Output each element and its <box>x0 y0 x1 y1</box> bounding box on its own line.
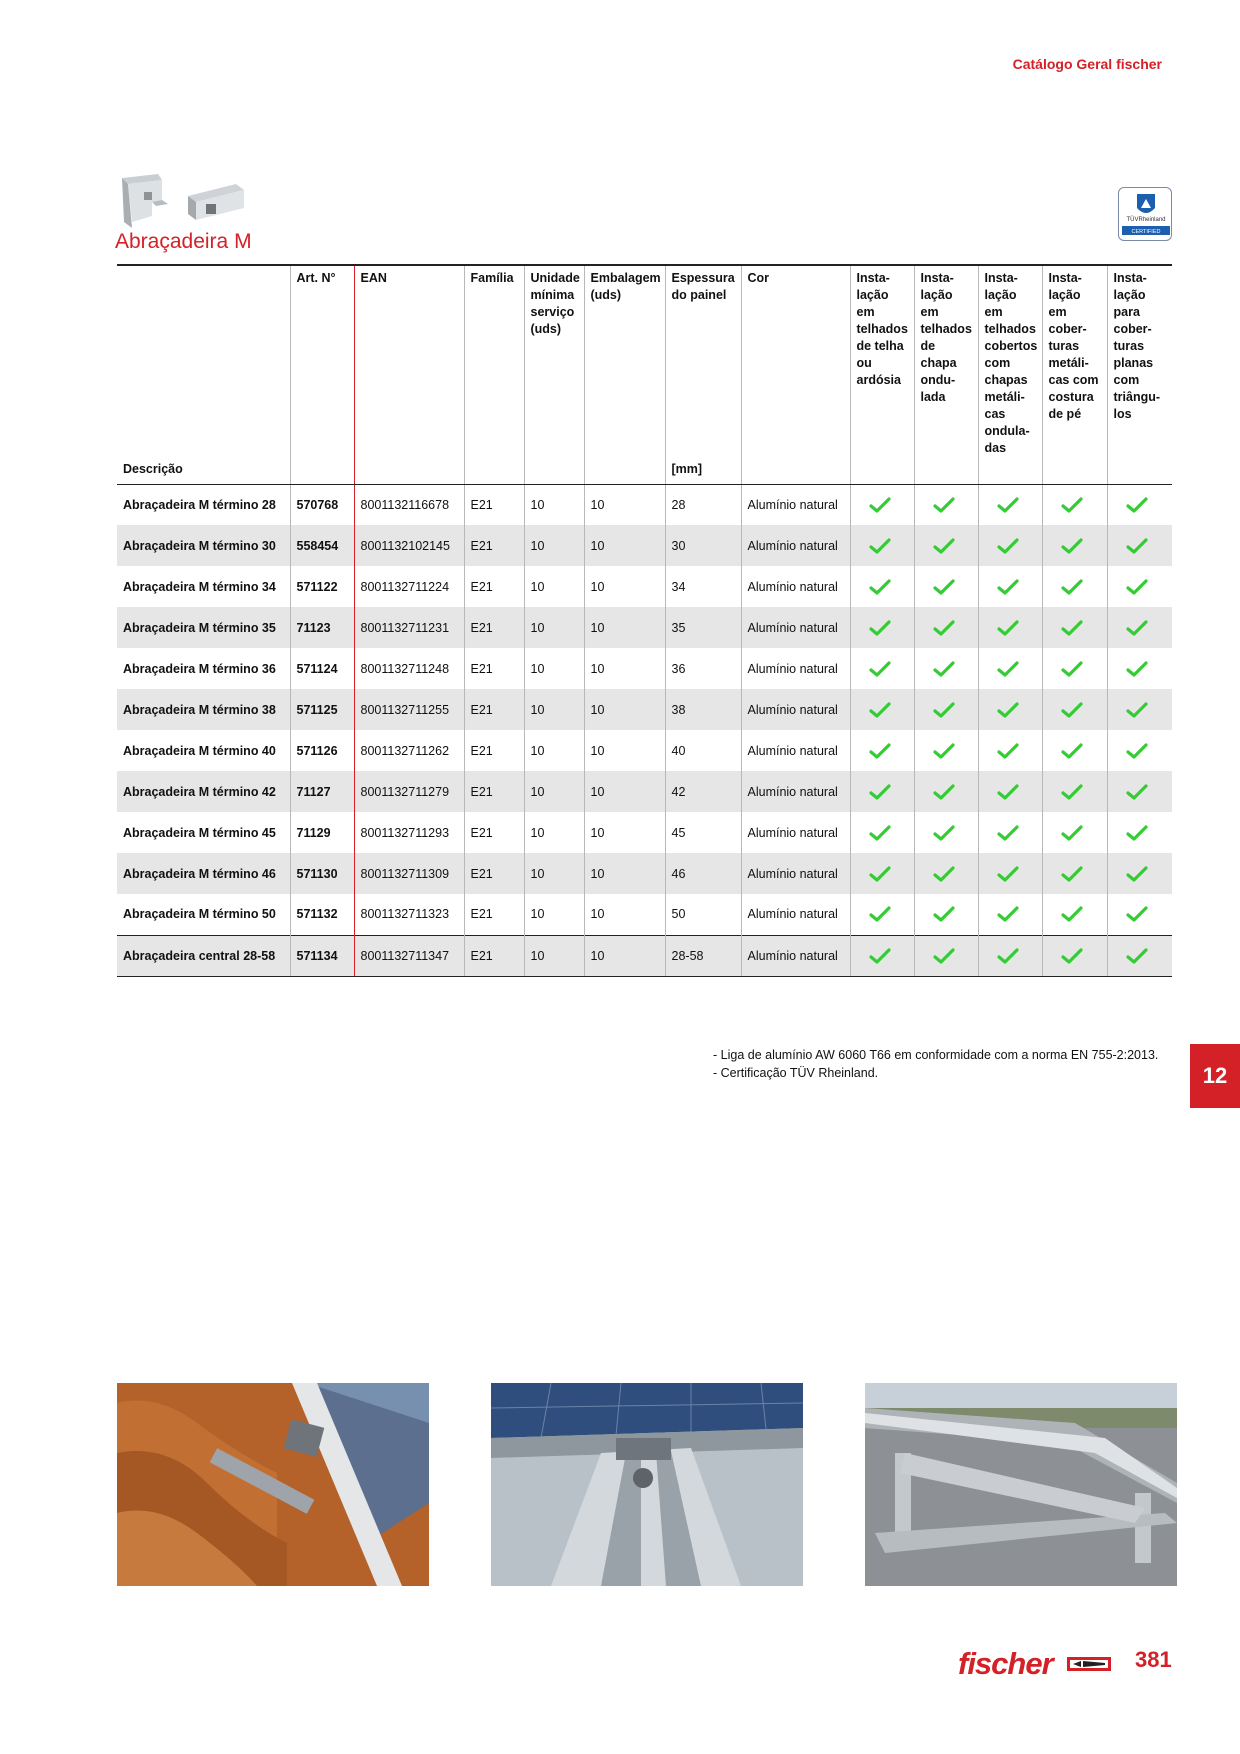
row-ean: 8001132711255 <box>354 689 464 730</box>
row-min-unit: 10 <box>524 730 584 771</box>
row-min-unit: 10 <box>524 607 584 648</box>
row-install-check <box>978 607 1042 648</box>
row-install-check <box>850 689 914 730</box>
check-icon <box>869 743 891 759</box>
row-install-check <box>1107 566 1172 607</box>
row-thickness: 34 <box>665 566 741 607</box>
row-description: Abraçadeira M término 50 <box>123 907 276 922</box>
row-art-no: 571124 <box>290 648 354 689</box>
note-alloy: - Liga de alumínio AW 6060 T66 em conformidade com a norma EN 755-2:2013. <box>713 1048 1159 1062</box>
check-icon <box>1126 538 1148 554</box>
check-icon <box>997 948 1019 964</box>
center-clamp-image <box>188 184 244 220</box>
row-description: Abraçadeira M término 34 <box>123 579 276 594</box>
row-install-check <box>978 566 1042 607</box>
row-install-check <box>1107 894 1172 935</box>
row-install-check <box>1107 689 1172 730</box>
row-art-no: 571134 <box>290 935 354 976</box>
row-art-no: 71129 <box>290 812 354 853</box>
row-color: Alumínio natural <box>741 853 850 894</box>
row-install-check <box>978 689 1042 730</box>
row-install-check <box>1107 771 1172 812</box>
row-install-check <box>850 648 914 689</box>
check-icon <box>997 579 1019 595</box>
row-install-check <box>978 812 1042 853</box>
header-thickness: Espessura do painel <box>665 265 741 457</box>
row-install-check <box>850 853 914 894</box>
check-icon <box>933 948 955 964</box>
row-install-check <box>1107 935 1172 976</box>
check-icon <box>869 784 891 800</box>
header-ean: EAN <box>354 265 464 457</box>
row-thickness: 38 <box>665 689 741 730</box>
table-row <box>117 689 1172 730</box>
row-color: Alumínio natural <box>741 566 850 607</box>
check-icon <box>997 825 1019 841</box>
row-thickness: 45 <box>665 812 741 853</box>
row-min-unit: 10 <box>524 648 584 689</box>
check-icon <box>1126 784 1148 800</box>
check-icon <box>1061 661 1083 677</box>
row-art-no: 558454 <box>290 525 354 566</box>
row-family: E21 <box>464 607 524 648</box>
row-install-check <box>1107 525 1172 566</box>
check-icon <box>1126 866 1148 882</box>
row-install-check <box>914 935 978 976</box>
row-ean: 8001132711279 <box>354 771 464 812</box>
row-install-check <box>1107 484 1172 525</box>
row-install-check <box>978 853 1042 894</box>
notes <box>713 1046 1158 1082</box>
row-install-check <box>914 689 978 730</box>
row-packaging: 10 <box>584 853 665 894</box>
tuv-certified-badge <box>1118 187 1172 241</box>
header-empty <box>117 265 290 457</box>
row-packaging: 10 <box>584 730 665 771</box>
row-install-check <box>978 648 1042 689</box>
row-description: Abraçadeira M término 38 <box>117 689 290 730</box>
check-icon <box>1126 579 1148 595</box>
table-row <box>117 730 1172 771</box>
row-description: Abraçadeira M término 30 <box>117 525 290 566</box>
row-description: Abraçadeira M término 28 <box>123 497 276 512</box>
check-icon <box>869 948 891 964</box>
row-ean: 8001132711323 <box>354 894 464 935</box>
row-install-check <box>1042 812 1107 853</box>
check-icon <box>933 743 955 759</box>
check-icon <box>1061 743 1083 759</box>
row-min-unit: 10 <box>524 812 584 853</box>
end-clamp-image <box>122 174 168 228</box>
row-min-unit: 10 <box>524 689 584 730</box>
catalog-title: Catálogo Geral fischer <box>1012 56 1162 72</box>
row-min-unit: 10 <box>524 484 584 525</box>
row-packaging: 10 <box>584 689 665 730</box>
row-install-check <box>1042 648 1107 689</box>
row-color: Alumínio natural <box>741 484 850 525</box>
row-install-check <box>914 771 978 812</box>
row-color: Alumínio natural <box>741 648 850 689</box>
row-family: E21 <box>464 771 524 812</box>
row-art-no: 71123 <box>290 607 354 648</box>
row-install-check <box>1107 812 1172 853</box>
row-art-no: 571125 <box>290 689 354 730</box>
row-description: Abraçadeira M término 42 <box>117 771 290 812</box>
row-family: E21 <box>464 730 524 771</box>
row-install-check <box>850 484 914 525</box>
table-row <box>117 607 1172 648</box>
row-art-no: 571132 <box>290 894 354 935</box>
row-install-check <box>1042 935 1107 976</box>
check-icon <box>1126 743 1148 759</box>
row-min-unit: 10 <box>524 771 584 812</box>
row-color: Alumínio natural <box>741 730 850 771</box>
header-description: Descrição <box>117 457 290 484</box>
product-table <box>117 264 1172 977</box>
row-color: Alumínio natural <box>741 894 850 935</box>
row-family: E21 <box>464 812 524 853</box>
check-icon <box>997 702 1019 718</box>
row-install-check <box>914 525 978 566</box>
row-color: Alumínio natural <box>741 689 850 730</box>
row-install-check <box>978 730 1042 771</box>
row-color: Alumínio natural <box>741 525 850 566</box>
row-ean: 8001132711262 <box>354 730 464 771</box>
check-icon <box>933 906 955 922</box>
check-icon <box>933 825 955 841</box>
note-certification: - Certificação TÜV Rheinland. <box>713 1066 879 1080</box>
table-row <box>117 894 1172 935</box>
check-icon <box>997 497 1019 513</box>
row-packaging: 10 <box>584 607 665 648</box>
header-install-flat-roof: Insta- lação para cober- turas planas com triângu- los <box>1107 265 1172 457</box>
check-icon <box>997 866 1019 882</box>
row-install-check <box>850 935 914 976</box>
check-icon <box>869 825 891 841</box>
header-min-unit: Unidade mínima serviço (uds) <box>524 265 584 457</box>
row-install-check <box>850 525 914 566</box>
check-icon <box>1061 866 1083 882</box>
row-description: Abraçadeira M término 46 <box>117 853 290 894</box>
row-art-no: 571126 <box>290 730 354 771</box>
check-icon <box>869 579 891 595</box>
row-packaging: 10 <box>584 812 665 853</box>
row-ean: 8001132711347 <box>354 935 464 976</box>
row-family: E21 <box>464 853 524 894</box>
row-install-check <box>914 853 978 894</box>
row-thickness: 36 <box>665 648 741 689</box>
check-icon <box>1061 906 1083 922</box>
row-install-check <box>914 812 978 853</box>
header-packaging: Embalagem (uds) <box>584 265 665 457</box>
row-install-check <box>978 484 1042 525</box>
check-icon <box>933 579 955 595</box>
row-install-check <box>1042 607 1107 648</box>
row-art-no: 570768 <box>290 484 354 525</box>
header-install-standing-seam: Insta- lação em cober- turas metáli- cas com costura de pé <box>1042 265 1107 457</box>
table-row <box>117 935 1172 976</box>
header-thickness-unit: [mm] <box>665 457 741 484</box>
row-install-check <box>914 484 978 525</box>
row-install-check <box>914 730 978 771</box>
row-description: Abraçadeira M término 45 <box>123 825 276 840</box>
row-install-check <box>850 566 914 607</box>
row-install-check <box>1042 689 1107 730</box>
row-ean: 8001132711293 <box>354 812 464 853</box>
header-art-no: Art. N° <box>290 265 354 457</box>
row-thickness: 40 <box>665 730 741 771</box>
row-packaging: 10 <box>584 935 665 976</box>
check-icon <box>933 620 955 636</box>
header-install-corrugated: Insta- lação em telhados de chapa ondu- lada <box>914 265 978 457</box>
row-min-unit: 10 <box>524 525 584 566</box>
row-thickness: 50 <box>665 894 741 935</box>
row-art-no: 571130 <box>290 853 354 894</box>
row-description: Abraçadeira central 28-58 <box>117 935 290 976</box>
row-install-check <box>1042 894 1107 935</box>
row-install-check <box>914 566 978 607</box>
check-icon <box>1126 497 1148 513</box>
row-install-check <box>1107 607 1172 648</box>
row-install-check <box>1107 730 1172 771</box>
header-family: Família <box>464 265 524 457</box>
table-row <box>117 648 1172 689</box>
row-install-check <box>978 894 1042 935</box>
check-icon <box>1061 579 1083 595</box>
row-family: E21 <box>464 525 524 566</box>
row-color: Alumínio natural <box>741 935 850 976</box>
badge-brand: TÜVRheinland <box>1126 217 1166 223</box>
photo-metal-roof <box>491 1383 803 1586</box>
row-install-check <box>1042 484 1107 525</box>
row-install-check <box>850 894 914 935</box>
row-min-unit: 10 <box>524 853 584 894</box>
row-install-check <box>850 607 914 648</box>
row-description: Abraçadeira M término 36 <box>123 661 276 676</box>
row-packaging: 10 <box>584 771 665 812</box>
row-packaging: 10 <box>584 648 665 689</box>
check-icon <box>997 743 1019 759</box>
check-icon <box>1061 948 1083 964</box>
section-title: Abraçadeira M <box>115 230 252 253</box>
row-install-check <box>978 935 1042 976</box>
check-icon <box>1061 620 1083 636</box>
row-packaging: 10 <box>584 525 665 566</box>
check-icon <box>1126 948 1148 964</box>
check-icon <box>869 906 891 922</box>
check-icon <box>933 538 955 554</box>
row-install-check <box>1042 853 1107 894</box>
fischer-logo: fischer <box>958 1646 1053 1681</box>
row-art-no: 571122 <box>290 566 354 607</box>
check-icon <box>1126 906 1148 922</box>
row-install-check <box>1107 853 1172 894</box>
row-install-check <box>914 607 978 648</box>
row-install-check <box>1042 566 1107 607</box>
check-icon <box>933 784 955 800</box>
row-min-unit: 10 <box>524 894 584 935</box>
check-icon <box>933 702 955 718</box>
chapter-tab[interactable]: 12 <box>1190 1044 1240 1108</box>
product-images <box>118 170 258 230</box>
row-packaging: 10 <box>584 484 665 525</box>
row-color: Alumínio natural <box>741 771 850 812</box>
check-icon <box>869 661 891 677</box>
check-icon <box>869 702 891 718</box>
check-icon <box>1061 784 1083 800</box>
row-install-check <box>1042 525 1107 566</box>
row-install-check <box>1042 730 1107 771</box>
row-description: Abraçadeira M término 35 <box>117 607 290 648</box>
row-min-unit: 10 <box>524 935 584 976</box>
table-row <box>117 525 1172 566</box>
row-thickness: 30 <box>665 525 741 566</box>
row-install-check <box>850 730 914 771</box>
check-icon <box>869 866 891 882</box>
row-ean: 8001132711248 <box>354 648 464 689</box>
check-icon <box>997 906 1019 922</box>
fischer-dowel-icon <box>1067 1655 1111 1673</box>
row-family: E21 <box>464 935 524 976</box>
check-icon <box>933 661 955 677</box>
table-row <box>117 566 1172 607</box>
check-icon <box>1061 702 1083 718</box>
check-icon <box>869 538 891 554</box>
row-family: E21 <box>464 566 524 607</box>
row-thickness: 42 <box>665 771 741 812</box>
check-icon <box>997 538 1019 554</box>
check-icon <box>997 784 1019 800</box>
row-ean: 8001132102145 <box>354 525 464 566</box>
row-install-check <box>850 812 914 853</box>
row-family: E21 <box>464 894 524 935</box>
row-install-check <box>1042 771 1107 812</box>
row-ean: 8001132116678 <box>354 484 464 525</box>
table-row <box>117 484 1172 525</box>
row-install-check <box>1107 648 1172 689</box>
row-install-check <box>850 771 914 812</box>
check-icon <box>1126 661 1148 677</box>
row-color: Alumínio natural <box>741 812 850 853</box>
row-family: E21 <box>464 484 524 525</box>
photo-flat-roof <box>865 1383 1177 1586</box>
row-family: E21 <box>464 648 524 689</box>
header-color: Cor <box>741 265 850 457</box>
check-icon <box>1061 825 1083 841</box>
row-install-check <box>914 894 978 935</box>
row-install-check <box>978 771 1042 812</box>
check-icon <box>1061 497 1083 513</box>
row-packaging: 10 <box>584 894 665 935</box>
check-icon <box>869 497 891 513</box>
check-icon <box>1061 538 1083 554</box>
badge-label: CERTIFIED <box>1131 229 1161 235</box>
table-row <box>117 853 1172 894</box>
header-install-tile-slate: Insta- lação em telhados de telha ou ardósia <box>850 265 914 457</box>
tuv-certified-icon <box>1119 188 1172 241</box>
row-ean: 8001132711231 <box>354 607 464 648</box>
check-icon <box>1126 702 1148 718</box>
row-color: Alumínio natural <box>741 607 850 648</box>
check-icon <box>1126 825 1148 841</box>
row-packaging: 10 <box>584 566 665 607</box>
row-thickness: 46 <box>665 853 741 894</box>
check-icon <box>997 661 1019 677</box>
row-install-check <box>978 525 1042 566</box>
row-thickness: 35 <box>665 607 741 648</box>
row-ean: 8001132711224 <box>354 566 464 607</box>
row-thickness: 28-58 <box>665 935 741 976</box>
row-art-no: 71127 <box>290 771 354 812</box>
row-min-unit: 10 <box>524 566 584 607</box>
header-install-corrugated-metal: Insta- lação em telhados cobertos com chapas metáli- cas ondula- das <box>978 265 1042 457</box>
row-description: Abraçadeira M término 40 <box>123 743 276 758</box>
table-row <box>117 812 1172 853</box>
page-number: 381 <box>1135 1647 1172 1672</box>
check-icon <box>869 620 891 636</box>
check-icon <box>933 497 955 513</box>
row-thickness: 28 <box>665 484 741 525</box>
photo-tile-roof <box>117 1383 429 1586</box>
check-icon <box>933 866 955 882</box>
row-family: E21 <box>464 689 524 730</box>
row-install-check <box>914 648 978 689</box>
check-icon <box>997 620 1019 636</box>
check-icon <box>1126 620 1148 636</box>
table-row <box>117 771 1172 812</box>
row-ean: 8001132711309 <box>354 853 464 894</box>
